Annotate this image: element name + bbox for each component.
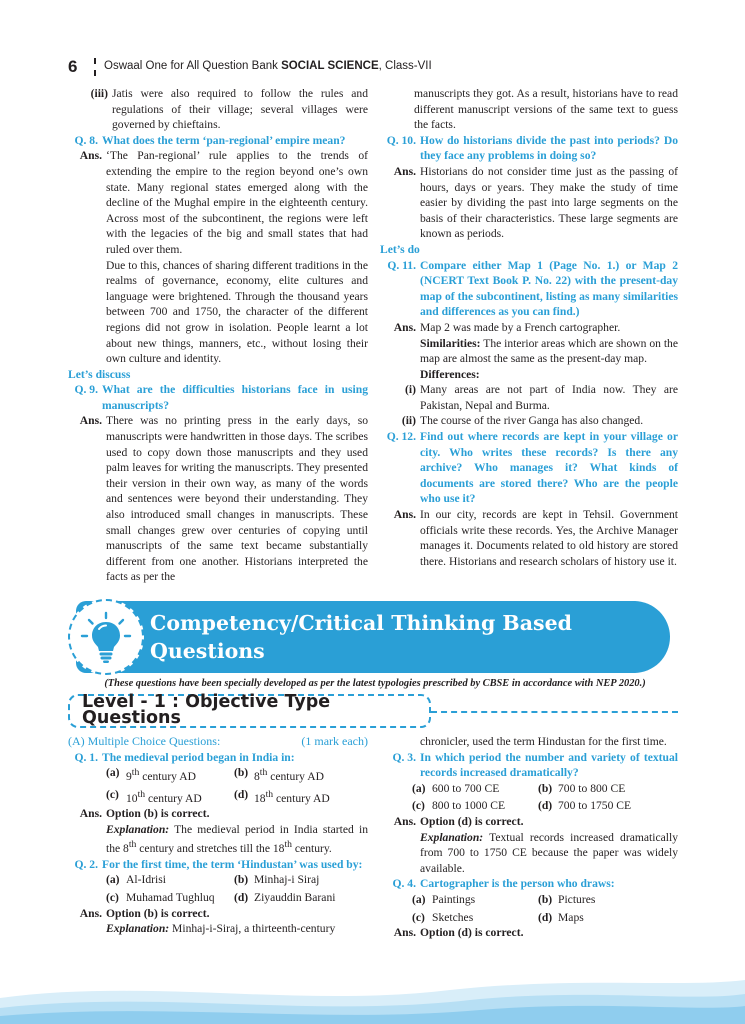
question-11: Q. 11. Compare either Map 1 (Page No. 1.) or Map 2 (NCERT Text Book P. No. 22) with the present-day map of the subcontinent, listing as many similarities and differences as you can find.) (387, 258, 678, 319)
question-9: Q. 9. What are the difficulties historians face in using manuscripts? (74, 383, 368, 412)
mcq-answer-1: Ans. Option (b) is correct. (79, 807, 210, 821)
answer-9: Ans. There was no printing press in the early days, so manuscripts were handwritten in those days. The scribes used to copy down those manuscripts and they used palm leaves for writing the manuscripts. They presented their version in their own way, as many of the words and sentences were beyond their understanding. They also introduced small changes in manuscripts. These small changes grew over centuries of copying until manuscripts of the same text became substantially different from one another. Historians interpreted the facts as per the (79, 414, 368, 584)
right-column-bottom (380, 734, 678, 941)
mcq-question-1: Q. 1. The medieval period began in India in: (74, 750, 295, 764)
mcq-answer-2: Ans. Option (b) is correct. (79, 906, 210, 920)
option-c: (c) 10th century AD (106, 787, 202, 805)
section-lets-do: Let’s do (380, 242, 420, 256)
header-divider (94, 58, 96, 76)
right-column-top (380, 86, 678, 569)
option-a: (a) Al-Idrisi (106, 873, 166, 887)
mcq-3-options (412, 781, 678, 814)
option-d: (d) Ziyauddin Barani (234, 890, 336, 904)
option-c: (c) 800 to 1000 CE (412, 799, 506, 813)
section-lets-discuss: Let’s discuss (68, 367, 131, 381)
page-number: 6 (68, 57, 78, 77)
option-d: (d) 18th century AD (234, 787, 330, 805)
mcq-4-options (412, 892, 678, 925)
mcq-answer-4: Ans. Option (d) is correct. (393, 926, 524, 940)
answer-12: Ans. In our city, records are kept in Tehsil. Government officials write these records. Yes, the Archive Manager manages it. Documents related to old history are stored there. Historians and research scholars of history use it. (393, 508, 678, 568)
option-c: (c) Muhamad Tughluq (106, 890, 215, 904)
mcq-answer-3: Ans. Option (d) is correct. (393, 814, 524, 828)
footer-wave-decoration (0, 968, 745, 1024)
answer-9-continued: manuscripts they got. As a result, historians have to read different manuscript versions of the same text to guess the facts. (414, 87, 678, 132)
mcq-explanation-1: Explanation: The medieval period in India started in the 8th century and stretches till the 18th century. (106, 822, 368, 856)
option-a: (a) Paintings (412, 892, 476, 906)
mcq-explanation-3: Explanation: Textual records increased dramatically from 700 to 1750 CE because the paper was widely available. (420, 830, 678, 875)
list-item: (iii) Jatis were also required to follow the rules and regulations of their village; several villages were governed by chieftains. (90, 87, 368, 132)
option-c: (c) Sketches (412, 910, 474, 924)
left-column-bottom (68, 734, 368, 937)
level-divider (431, 711, 678, 713)
mcq-explanation-2-continued: chronicler, used the term Hindustan for the first time. (420, 735, 667, 748)
question-10: Q. 10. How do historians divide the past into periods? Do they face any problems in doing so? (386, 133, 678, 163)
mcq-1-options (106, 765, 368, 806)
mcq-heading: (A) Multiple Choice Questions: (1 mark each) (68, 734, 368, 748)
option-b: (b) Pictures (538, 892, 596, 906)
question-12: Q. 12. Find out where records are kept in your village or city. Who writes these records? Is there any archive? Who manages it? What kinds of documents are stored there? Who are the people who use it? (386, 430, 678, 506)
similarities: Similarities: The interior areas which are shown on the map are almost the same as the present-day map. (420, 336, 679, 366)
answer-10: Ans. Historians do not consider time just as the passing of hours, days or years. They make the study of time easier by dividing the past into large segments on the basis of their characteristics. These large segments are known as periods. (393, 164, 678, 241)
option-b: (b) 8th century AD (234, 766, 324, 784)
option-a: (a) 9th century AD (106, 766, 196, 784)
competency-note: (These questions have been specially developed as per the latest typologies prescribed by CBSE in accordance with NEP 2020.) (104, 678, 646, 689)
option-b: (b) Minhaj-i Siraj (234, 873, 320, 887)
difference-2: (ii) The course of the river Ganga has also changed. (401, 414, 644, 428)
differences-label: Differences: (420, 367, 480, 381)
question-8: Q. 8. What does the term ‘pan-regional’ empire mean? (74, 133, 346, 147)
mcq-question-3: Q. 3. In which period the number and variety of textual records increased dramatically? (392, 750, 678, 780)
mcq-2-options (106, 872, 368, 905)
book-title: Oswaal One for All Question Bank SOCIAL SCIENCE, Class-VII (104, 60, 432, 73)
option-a: (a) 600 to 700 CE (412, 781, 500, 795)
difference-1: (i) Many areas are not part of India now. They are Pakistan, Nepal and Burma. (405, 383, 678, 412)
option-d: (d) Maps (538, 910, 584, 924)
mcq-question-2: Q. 2. For the first time, the term ‘Hindustan’ was used by: (74, 857, 363, 871)
left-column-top (68, 86, 368, 585)
answer-8: Ans. ‘The Pan-regional’ rule applies to the trends of extending the empire to the region beyond one’s own state. Many regional states emerged along with the decline of the Mughal empire in the eighteenth century. Across most of the subcontinent, the regions were left with the legacies of the big and small states that had ruled over them. (79, 149, 368, 256)
option-d: (d) 700 to 1750 CE (538, 799, 632, 813)
level-heading: Level - 1 : Objective Type Questions (68, 694, 431, 728)
mcq-question-4: Q. 4. Cartographer is the person who draws: (392, 877, 615, 891)
answer-8-paragraph-2: Due to this, chances of sharing different traditions in the realms of governance, economy, elite cultures and language were brightened. Through the thousand years between 700 and 1750, the character of the different regions did not grow in isolation. People learnt a lot about new things, manners, etc., without losing their own culture and identity. (106, 258, 368, 366)
competency-title: Competency/Critical Thinking Based Questions (150, 611, 572, 663)
lightbulb-icon (68, 599, 144, 675)
option-b: (b) 700 to 800 CE (538, 781, 626, 795)
answer-11: Ans. Map 2 was made by a French cartographer. (393, 320, 621, 334)
mcq-explanation-2: Explanation: Minhaj-i-Siraj, a thirteenth-century (106, 922, 336, 936)
page-header (68, 56, 708, 78)
